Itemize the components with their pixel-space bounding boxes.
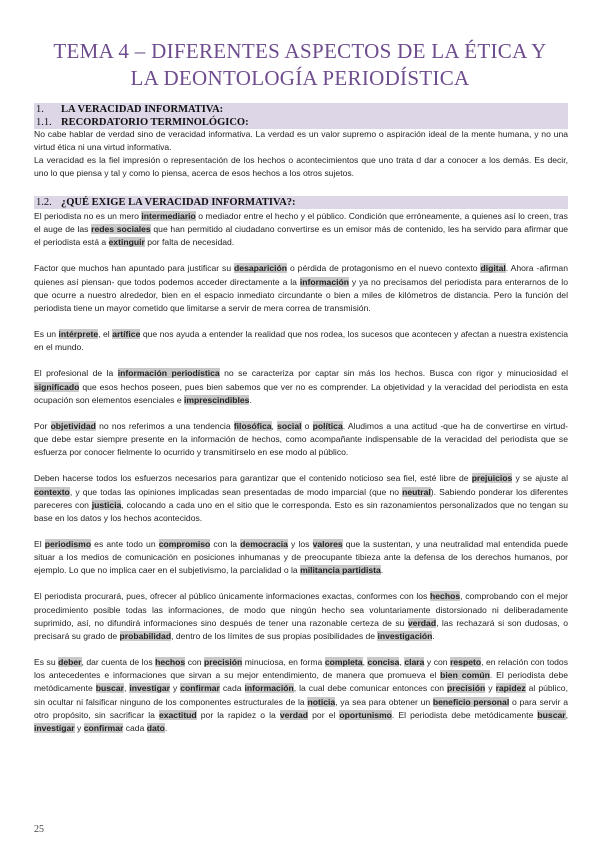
text-run: , — [123, 683, 130, 694]
highlighted-term: significado — [34, 381, 80, 392]
text-run: y con — [424, 657, 451, 668]
highlighted-term: bien común — [440, 670, 490, 681]
highlighted-term: clara — [404, 657, 425, 668]
highlighted-term: investigar — [129, 683, 170, 694]
highlighted-term: redes sociales — [91, 224, 151, 235]
highlighted-term: contexto — [34, 486, 70, 497]
text-run: . — [432, 630, 435, 641]
text-run: o mediador entre el hecho y el público. Condición que erróneamente, a quienes así lo creen, tras el auge de las — [34, 211, 568, 235]
text-run: , — [399, 657, 405, 668]
highlighted-term: objetividad — [50, 420, 96, 431]
text-run: . Aludimos a una actitud -que ha de convertirse en virtud- que debe estar siempre presente en la información de hechos, como acompañante indispensable de la veracidad del periodista que se esfuerza por conocer fielmente lo ocurrido y transmitírselo en ese modo al público. — [34, 420, 568, 458]
document-title — [0, 38, 600, 92]
highlighted-term: desaparición — [234, 263, 288, 274]
text-run: Por — [34, 420, 51, 431]
body-paragraph — [34, 328, 568, 354]
highlighted-term: beneficio personal — [432, 696, 510, 707]
text-run: , y que todas las opiniones implicadas sean presentadas de modo imparcial (que no — [69, 486, 403, 497]
intro-block — [34, 128, 568, 181]
text-run: . — [380, 565, 384, 576]
text-run: , el — [98, 329, 113, 340]
text-run: y — [485, 683, 496, 694]
section-number: 1.1. — [36, 117, 52, 128]
section-label: RECORDATORIO TERMINOLÓGICO: — [61, 117, 249, 128]
text-run: ). Sabiendo ponderar los diferentes pareceres con — [34, 486, 568, 510]
text-run: El profesional de la — [34, 368, 118, 379]
page-number: 25 — [34, 824, 44, 835]
text-run: por la rapidez o la — [196, 709, 280, 720]
text-run: o para servir a otro propósito, sin sacrificar la — [34, 696, 568, 720]
text-run: y los — [287, 538, 313, 549]
highlighted-term: probabilidad — [119, 630, 172, 641]
section-label: ¿QUÉ EXIGE LA VERACIDAD INFORMATIVA?: — [61, 197, 296, 208]
text-run: con la — [210, 538, 241, 549]
text-run: , la cual debe comunicar entonces con — [293, 683, 448, 694]
section-label: LA VERACIDAD INFORMATIVA: — [61, 104, 224, 115]
title-line-2: LA DEONTOLOGÍA PERIODÍSTICA — [130, 66, 470, 90]
highlighted-term: prejuicios — [471, 473, 513, 484]
highlighted-term: intérprete — [58, 329, 99, 340]
paragraph-gap — [34, 407, 568, 420]
paragraph-gap — [34, 577, 568, 590]
body-paragraph — [34, 367, 568, 406]
highlighted-term: digital — [480, 263, 506, 274]
highlighted-term: democracia — [240, 538, 288, 549]
text-run: , dentro de los límites de sus propias posibilidades de — [171, 630, 378, 641]
highlighted-term: justicia — [91, 499, 122, 510]
main-body — [34, 210, 568, 735]
highlighted-term: noticia — [307, 696, 336, 707]
text-run: , — [271, 420, 278, 431]
highlighted-term: información — [299, 276, 350, 287]
highlighted-term: rapidez — [495, 683, 526, 694]
text-run: , — [362, 657, 368, 668]
text-run: que han permitido al ciudadano convertirse es un emisor más de contenido, les ha servido para afirmar que el periodista está a — [34, 224, 569, 248]
highlighted-term: filosófica — [233, 420, 272, 431]
text-run: que nos ayuda a entender la realidad que nos rodea, los sucesos que acontecen y afectan a nuestra existencia en el mundo. — [34, 329, 568, 353]
highlighted-term: artífice — [112, 329, 141, 340]
text-run: que esos hechos poseen, pues bien sabemos que ver no es comprender. La objetividad y la veracidad del periodista en esta ocupación son elementos esenciales e — [34, 381, 568, 405]
highlighted-term: hechos — [430, 591, 461, 602]
body-paragraph — [34, 472, 568, 525]
section-number: 1.2. — [36, 197, 52, 208]
text-run: con — [185, 657, 205, 668]
highlighted-term: valores — [312, 538, 343, 549]
highlighted-term: información periodística — [117, 368, 220, 379]
text-run: , las rechazará si son dudosas, o precisará su grado de — [34, 617, 568, 641]
highlighted-term: respeto — [450, 657, 482, 668]
highlighted-term: verdad — [407, 617, 437, 628]
highlighted-term: precisión — [204, 657, 243, 668]
body-paragraph — [34, 538, 568, 577]
text-run: , en relación con todos los antecedentes e informaciones que sirvan a su mejor entendimiento, de manera que promueva el — [34, 657, 568, 681]
highlighted-term: completa — [324, 657, 363, 668]
body-paragraph — [34, 420, 568, 459]
highlighted-term: investigar — [34, 722, 75, 733]
highlighted-term: política — [312, 420, 343, 431]
highlighted-term: exactitud — [158, 709, 197, 720]
highlighted-term: dato — [146, 722, 165, 733]
highlighted-term: neutral — [402, 486, 431, 497]
text-run: o pérdida de protagonismo en el nuevo contexto — [287, 263, 481, 274]
text-run: . — [164, 722, 168, 733]
text-run: no se caracteriza por captar sin más los hechos. Busca con rigor y minuciosidad el — [219, 368, 568, 379]
paragraph-gap — [34, 643, 568, 656]
section-heading-1 — [34, 103, 568, 116]
title-line-1: TEMA 4 – DIFERENTES ASPECTOS DE LA ÉTICA Y — [53, 39, 547, 63]
text-run: cada — [123, 722, 147, 733]
text-run: y — [74, 722, 84, 733]
highlighted-term: precisión — [447, 683, 486, 694]
section-number: 1. — [36, 104, 44, 115]
highlighted-term: social — [277, 420, 302, 431]
highlighted-term: militancia partidista — [300, 565, 381, 576]
highlighted-term: imprescindibles — [184, 394, 250, 405]
highlighted-term: verdad — [279, 709, 309, 720]
intro-paragraph: No cabe hablar de verdad sino de veracidad informativa. La verdad es un valor supremo o aspiración ideal de la mente humana, y no una virtud ética ni una virtud informativa. — [34, 129, 568, 153]
intro-paragraph: La veracidad es la fiel impresión o representación de los hechos o acontecimientos que uno trata d dar a conocer a los demás. Es decir, uno lo que piensa y tal y como lo piensa, acerca de esos hechos a los otros sujetos. — [34, 155, 568, 179]
highlighted-term: intermediario — [141, 211, 196, 221]
text-run: Es su — [34, 657, 59, 668]
paragraph-gap — [34, 315, 568, 328]
highlighted-term: información — [244, 683, 294, 694]
highlighted-term: investigación — [377, 630, 433, 641]
text-run: , colocando a cada uno en el sitio que le corresponda. Esto es sin razonamientos personalizados que no tengan su base en los datos y los hechos acontecidos. — [34, 499, 568, 523]
body-paragraph — [34, 262, 568, 315]
text-run: y — [169, 683, 181, 694]
text-run: , comprobando con el mejor procedimiento posible todas las informaciones, de modo que ningún hecho sea voluntariamente distorsionado ni deliberadamente suprimido, así, no difundirá informaciones sino después de tener una razonable certeza de su — [34, 591, 568, 628]
text-run: El periodista procurará, pues, ofrecer al público únicamente informaciones exactas, conformes con los — [34, 591, 431, 602]
highlighted-term: compromiso — [158, 538, 211, 549]
paragraph-gap — [34, 249, 568, 262]
text-run: , ya sea para obtener un — [335, 696, 433, 707]
paragraph-gap — [34, 525, 568, 538]
highlighted-term: oportunismo — [339, 709, 392, 720]
text-run: . — [249, 394, 252, 405]
text-run: al público, sin ocultar ni falsificar ninguno de los componentes estructurales de la — [34, 683, 568, 707]
highlighted-term: extinguir — [108, 237, 145, 248]
text-run: y se ajuste al — [512, 473, 568, 484]
text-run: Es un — [34, 329, 59, 340]
highlighted-term: buscar — [537, 709, 566, 720]
text-run: , dar cuenta de los — [81, 657, 156, 668]
body-paragraph — [34, 590, 568, 643]
body-paragraph — [34, 656, 568, 735]
body-paragraph — [34, 210, 568, 249]
highlighted-term: confirmar — [83, 722, 124, 733]
text-run: Factor que muchos han apuntado para justificar su — [34, 263, 235, 274]
text-run: El — [34, 538, 45, 549]
text-run: es ante todo un — [91, 538, 159, 549]
text-run: . El periodista debe metódicamente — [391, 709, 538, 720]
highlighted-term: concisa — [367, 657, 400, 668]
highlighted-term: deber — [58, 657, 82, 668]
text-run: cada — [219, 683, 245, 694]
text-run: o — [301, 420, 313, 431]
text-run: Deben hacerse todos los esfuerzos necesarios para garantizar que el contenido noticioso sea fiel, esté libre de — [34, 473, 472, 484]
text-run: El periodista no es un mero — [34, 211, 142, 221]
text-run: . Ahora -afirman quienes así piensan- que todos podemos acceder directamente a la — [34, 263, 568, 287]
highlighted-term: buscar — [95, 683, 124, 694]
text-run: que la sustentan, y una neutralidad mal entendida puede situar a los medios de comunicación en posiciones inhumanas y de preocupante tibieza ante la defensa de los derechos humanos, por ejemplo. Lo que no implica caer en el subjetivismo, la parcialidad o la — [34, 538, 568, 576]
text-run: . El periodista debe metódicamente — [34, 670, 568, 694]
highlighted-term: periodismo — [44, 538, 92, 549]
paragraph-gap — [34, 459, 568, 472]
text-run: minuciosa, en forma — [242, 657, 325, 668]
text-run: no nos referimos a una tendencia — [95, 420, 234, 431]
text-run: por falta de necesidad. — [144, 237, 235, 248]
highlighted-term: confirmar — [180, 683, 220, 694]
text-run: por el — [308, 709, 340, 720]
section-heading-1-2 — [34, 196, 568, 209]
text-run: y ya no precisamos del periodista para enterarnos de lo que ocurre a nuestro alrededor, bien en el espacio inmediato circundante o bien a miles de kilómetros de distancia. Pero la función del periodista tiene un mayor cometido que limitarse a servir de mera correa de transmisión. — [34, 276, 569, 313]
text-run: , — [565, 709, 568, 720]
paragraph-gap — [34, 354, 568, 367]
highlighted-term: hechos — [155, 657, 186, 668]
